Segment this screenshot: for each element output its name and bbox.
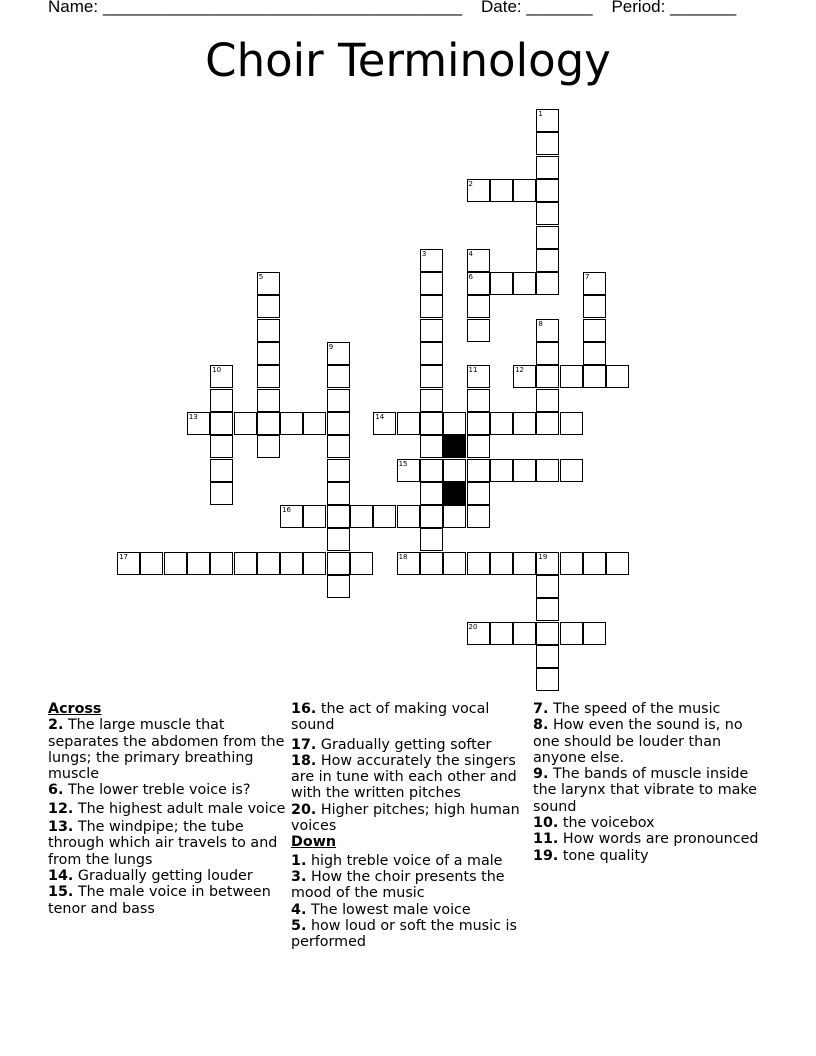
clue-number: 11 (468, 366, 478, 375)
crossword-cell[interactable] (397, 412, 420, 435)
crossword-cell[interactable] (583, 365, 606, 388)
crossword-cell[interactable] (560, 365, 583, 388)
crossword-cell[interactable] (210, 435, 233, 458)
crossword-cell[interactable] (327, 528, 350, 551)
name-blank[interactable]: ______________________________________ (102, 0, 463, 16)
crossword-cell[interactable] (490, 459, 513, 482)
black-square (443, 482, 466, 505)
clue-down-8: 8. How even the sound is, no one should be louder than anyone else. (533, 717, 743, 766)
clue-number: 3 (421, 249, 427, 258)
crossword-cell[interactable] (536, 552, 559, 575)
crossword-cell[interactable] (280, 552, 303, 575)
crossword-cell[interactable] (350, 552, 373, 575)
crossword-cell[interactable] (536, 132, 559, 155)
clue-number: 16 (282, 506, 292, 515)
clue-across-18: 18. How accurately the singers are in tune with each other and with the written pitches (291, 752, 517, 802)
crossword-cell[interactable] (280, 505, 303, 528)
crossword-cell[interactable] (513, 272, 536, 295)
clue-across-15: 15. The male voice in between tenor and bass (48, 884, 271, 917)
clue-number: 14 (375, 412, 385, 421)
crossword-cell[interactable] (536, 226, 559, 249)
clues-column-1 (48, 701, 286, 917)
crossword-cell[interactable] (536, 109, 559, 132)
crossword-cell[interactable] (210, 412, 233, 435)
crossword-cell[interactable] (583, 622, 606, 645)
crossword-cell[interactable] (490, 272, 513, 295)
crossword-cell[interactable] (420, 319, 443, 342)
crossword-cell[interactable] (467, 272, 490, 295)
crossword-cell[interactable] (420, 505, 443, 528)
crossword-cell[interactable] (536, 459, 559, 482)
clue-down-19: 19. tone quality (533, 847, 649, 864)
clue-number: 20 (468, 622, 478, 631)
clue-number: 5 (258, 273, 264, 282)
crossword-cell[interactable] (513, 459, 536, 482)
clue-number: 8 (538, 319, 543, 328)
crossword-cell[interactable] (397, 552, 420, 575)
crossword-cell[interactable] (560, 552, 583, 575)
crossword-cell[interactable] (536, 156, 559, 179)
crossword-cell[interactable] (420, 249, 443, 272)
crossword-cell[interactable] (303, 505, 326, 528)
clue-number: 17 (119, 552, 128, 561)
crossword-cell[interactable] (327, 435, 350, 458)
crossword-cell[interactable] (373, 412, 396, 435)
clue-number: 1 (538, 110, 543, 118)
crossword-cell[interactable] (210, 552, 233, 575)
crossword-cell[interactable] (536, 365, 559, 388)
crossword-cell[interactable] (257, 342, 280, 365)
crossword-cell[interactable] (327, 389, 350, 412)
crossword-cell[interactable] (117, 552, 140, 575)
clue-down-1: 1. high treble voice of a male (291, 852, 503, 869)
crossword-cell[interactable] (513, 622, 536, 645)
crossword-cell[interactable] (187, 412, 210, 435)
clue-number: 12 (515, 366, 525, 375)
crossword-cell[interactable] (583, 319, 606, 342)
date-blank[interactable]: _______ (526, 0, 593, 16)
crossword-cell[interactable] (443, 412, 466, 435)
crossword-cell[interactable] (583, 552, 606, 575)
crossword-cell[interactable] (257, 389, 280, 412)
crossword-cell[interactable] (560, 622, 583, 645)
clue-number: 6 (468, 273, 473, 282)
name-label: Name: (48, 0, 99, 16)
crossword-cell[interactable] (536, 179, 559, 202)
crossword-cell[interactable] (140, 552, 163, 575)
crossword-cell[interactable] (583, 295, 606, 318)
crossword-cell[interactable] (490, 412, 513, 435)
clue-across-6: 6. The lower treble voice is? (48, 782, 251, 799)
clue-number: 2 (468, 179, 473, 188)
crossword-cell[interactable] (560, 459, 583, 482)
clue-number: 19 (538, 552, 548, 561)
clue-down-4: 4. The lowest male voice (291, 901, 471, 918)
crossword-cell[interactable] (467, 249, 490, 272)
crossword-cell[interactable] (350, 505, 373, 528)
crossword-cell[interactable] (536, 412, 559, 435)
clue-down-3: 3. How the choir presents the mood of the music (291, 868, 505, 902)
crossword-cell[interactable] (420, 528, 443, 551)
black-square (443, 435, 466, 458)
crossword-cell[interactable] (490, 179, 513, 202)
crossword-cell[interactable] (536, 598, 559, 621)
crossword-cell[interactable] (257, 552, 280, 575)
clues-column-2 (291, 701, 525, 950)
crossword-cell[interactable] (327, 482, 350, 505)
crossword-cell[interactable] (443, 505, 466, 528)
period-blank[interactable]: _______ (670, 0, 737, 16)
clue-number: 9 (328, 343, 334, 351)
crossword-cell[interactable] (257, 435, 280, 458)
clue-across-12: 12. The highest adult male voice (48, 800, 286, 817)
crossword-cell[interactable] (467, 435, 490, 458)
crossword-cell[interactable] (467, 295, 490, 318)
crossword-cell[interactable] (467, 179, 490, 202)
crossword-cell[interactable] (420, 342, 443, 365)
crossword-cell[interactable] (583, 272, 606, 295)
crossword-cell[interactable] (467, 622, 490, 645)
crossword-cell[interactable] (210, 482, 233, 505)
clue-across-17: 17. Gradually getting softer (291, 736, 492, 753)
crossword-cell[interactable] (280, 412, 303, 435)
crossword-cell[interactable] (210, 389, 233, 412)
crossword-cell[interactable] (420, 389, 443, 412)
crossword-cell[interactable] (467, 459, 490, 482)
crossword-cell[interactable] (536, 342, 559, 365)
crossword-cell[interactable] (606, 552, 629, 575)
crossword-cell[interactable] (420, 365, 443, 388)
crossword-cell[interactable] (420, 459, 443, 482)
crossword-cell[interactable] (420, 272, 443, 295)
crossword-cell[interactable] (210, 365, 233, 388)
crossword-cell[interactable] (327, 505, 350, 528)
crossword-cell[interactable] (303, 412, 326, 435)
clue-down-10: 10. the voicebox (533, 815, 655, 832)
crossword-cell[interactable] (327, 575, 350, 598)
crossword-cell[interactable] (536, 645, 559, 668)
clue-across-16: 16. the act of making vocal sound (291, 701, 490, 734)
crossword-cell[interactable] (420, 552, 443, 575)
clue-number: 7 (585, 273, 590, 282)
period-label: Period: (611, 0, 666, 16)
crossword-cell[interactable] (327, 342, 350, 365)
clue-across-20: 20. Higher pitches; high human voices (291, 801, 520, 835)
clue-down-11: 11. How words are pronounced (533, 831, 759, 848)
crossword-cell[interactable] (513, 179, 536, 202)
crossword-cell[interactable] (420, 295, 443, 318)
across-heading: Across (48, 701, 102, 717)
crossword-cell[interactable] (467, 552, 490, 575)
crossword-cell[interactable] (210, 459, 233, 482)
crossword-cell[interactable] (490, 552, 513, 575)
crossword-cell[interactable] (513, 552, 536, 575)
crossword-cell[interactable] (513, 365, 536, 388)
crossword-cell[interactable] (397, 459, 420, 482)
crossword-cell[interactable] (467, 319, 490, 342)
crossword-cell[interactable] (560, 412, 583, 435)
crossword-cell[interactable] (187, 552, 210, 575)
crossword-cell[interactable] (536, 575, 559, 598)
crossword-cell[interactable] (164, 552, 187, 575)
date-label: Date: (481, 0, 522, 16)
crossword-cell[interactable] (257, 412, 280, 435)
crossword-cell[interactable] (257, 365, 280, 388)
crossword-cell[interactable] (373, 505, 396, 528)
crossword-cell[interactable] (536, 272, 559, 295)
crossword-cell[interactable] (583, 342, 606, 365)
crossword-cell[interactable] (513, 412, 536, 435)
crossword-cell[interactable] (257, 272, 280, 295)
crossword-cell[interactable] (467, 412, 490, 435)
crossword-cell[interactable] (327, 365, 350, 388)
crossword-cell[interactable] (490, 622, 513, 645)
crossword-cell[interactable] (536, 319, 559, 342)
crossword-cell[interactable] (443, 459, 466, 482)
clue-down-7: 7. The speed of the music (533, 701, 721, 717)
clue-across-14: 14. Gradually getting louder (48, 867, 253, 884)
down-heading: Down (291, 834, 337, 851)
crossword-cell[interactable] (536, 249, 559, 272)
crossword-cell[interactable] (536, 202, 559, 225)
crossword-cell[interactable] (257, 295, 280, 318)
clue-number: 10 (212, 366, 222, 375)
crossword-cell[interactable] (397, 505, 420, 528)
crossword-cell[interactable] (536, 668, 559, 691)
crossword-cell[interactable] (327, 552, 350, 575)
clue-number: 18 (398, 552, 408, 561)
crossword-cell[interactable] (606, 365, 629, 388)
crossword-cell[interactable] (467, 389, 490, 412)
crossword-cell[interactable] (467, 482, 490, 505)
crossword-cell[interactable] (467, 505, 490, 528)
crossword-cell[interactable] (420, 435, 443, 458)
crossword-cell[interactable] (536, 622, 559, 645)
crossword-cell[interactable] (327, 412, 350, 435)
crossword-cell[interactable] (420, 412, 443, 435)
crossword-cell[interactable] (303, 552, 326, 575)
clue-number: 15 (398, 459, 408, 468)
clue-across-13: 13. The windpipe; the tube through which air travels to and from the lungs (48, 819, 278, 868)
clue-number: 13 (188, 412, 198, 421)
clues-column-3 (533, 701, 771, 864)
crossword-cell[interactable] (467, 365, 490, 388)
crossword-cell[interactable] (257, 319, 280, 342)
clue-across-2: 2. The large muscle that separates the abdomen from the lungs; the primary breathing muscle (48, 717, 285, 783)
crossword-cell[interactable] (234, 412, 257, 435)
crossword-cell[interactable] (536, 389, 559, 412)
clue-down-5: 5. how loud or soft the music is performed (291, 917, 517, 951)
crossword-cell[interactable] (443, 552, 466, 575)
clue-down-9: 9. The bands of muscle inside the larynx that vibrate to make sound (533, 766, 757, 815)
page-title: Choir Terminology (205, 34, 611, 87)
crossword-cell[interactable] (327, 459, 350, 482)
crossword-cell[interactable] (420, 482, 443, 505)
clue-number: 4 (468, 249, 473, 258)
crossword-cell[interactable] (234, 552, 257, 575)
